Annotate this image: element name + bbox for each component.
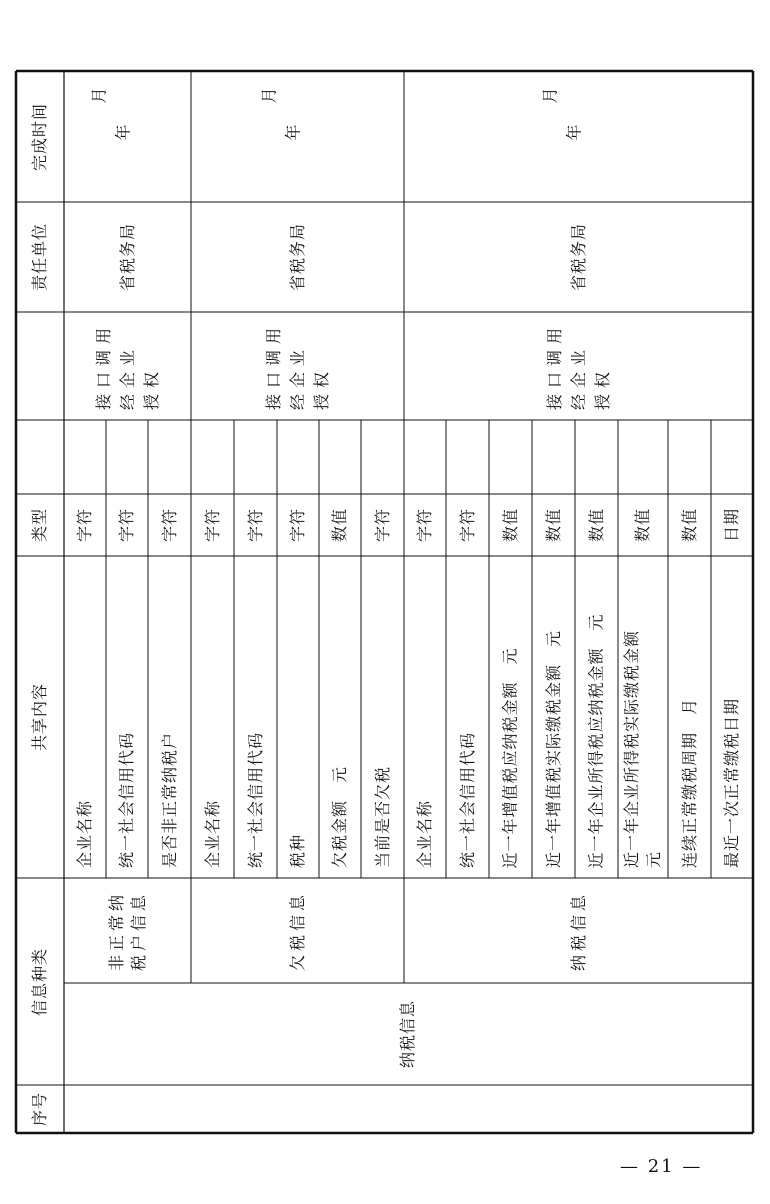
time-month-2: 月 (259, 86, 279, 104)
header-time: 完成时间 (30, 102, 50, 171)
header-type: 类型 (30, 507, 50, 543)
header-seq: 序号 (30, 1091, 50, 1127)
header-unit: 责任单位 (30, 222, 50, 292)
type-cell: 字符 (75, 507, 95, 543)
page-number: — 21 — (620, 1156, 703, 1177)
content-cell: 连续正常缴税周期 月 (679, 697, 699, 869)
header-content: 共享内容 (30, 682, 50, 752)
responsible-unit-1: 省税务局 (117, 222, 137, 292)
type-cell: 字符 (372, 507, 392, 543)
type-cell: 数值 (330, 507, 350, 543)
content-cell: 统一社会信用代码 (457, 731, 477, 869)
time-month-3: 月 (540, 86, 560, 104)
content-cell: 近一年企业所得税应纳税金额 元 (586, 612, 606, 869)
type-cell: 字符 (415, 507, 435, 543)
content-cell: 企业名称 (75, 799, 95, 869)
content-cell: 统一社会信用代码 (245, 731, 265, 869)
subcategory-2: 欠税信息 (287, 890, 307, 971)
time-month-1: 月 (89, 86, 109, 104)
content-cell: 统一社会信用代码 (117, 731, 137, 869)
responsible-unit-2: 省税务局 (287, 222, 307, 292)
content-cell: 当前是否欠税 (372, 765, 392, 869)
time-year-3: 年 (564, 123, 584, 141)
content-cell: 最近一次正常缴税日期 (722, 697, 742, 869)
responsible-unit-3: 省税务局 (568, 222, 588, 292)
type-cell: 数值 (633, 507, 653, 543)
type-cell: 数值 (586, 507, 606, 543)
content-cell: 近一年增值税实际缴税金额 元 (543, 629, 563, 869)
time-year-2: 年 (283, 123, 303, 141)
content-cell: 税种 (288, 833, 308, 869)
subcategory-3: 纳税信息 (568, 890, 588, 971)
content-cell: 欠税金额 元 (330, 765, 350, 869)
type-cell: 数值 (500, 507, 520, 543)
content-cell: 近一年企业所得税实际缴税金额 元 (622, 629, 664, 869)
header-category: 信息种类 (30, 947, 50, 1016)
share-method-2: 接口调用 经企业 授权 (263, 321, 331, 411)
content-cell: 企业名称 (415, 799, 435, 869)
type-cell: 字符 (245, 507, 265, 543)
type-cell: 数值 (679, 507, 699, 543)
main-category: 纳税信息 (398, 999, 418, 1069)
type-cell: 日期 (722, 507, 742, 543)
content-cell: 企业名称 (202, 799, 222, 869)
type-cell: 字符 (117, 507, 137, 543)
time-year-1: 年 (113, 123, 133, 141)
subcategory-1: 非正常纳 税户信息 (106, 890, 148, 971)
type-cell: 字符 (159, 507, 179, 543)
content-cell: 是否非正常纳税户 (159, 731, 179, 869)
type-cell: 字符 (202, 507, 222, 543)
type-cell: 数值 (543, 507, 563, 543)
content-cell: 近一年增值税应纳税金额 元 (500, 646, 520, 869)
share-method-1: 接口调用 经企业 授权 (93, 321, 161, 411)
type-cell: 字符 (457, 507, 477, 543)
type-cell: 字符 (288, 507, 308, 543)
share-method-3: 接口调用 经企业 授权 (544, 321, 612, 411)
